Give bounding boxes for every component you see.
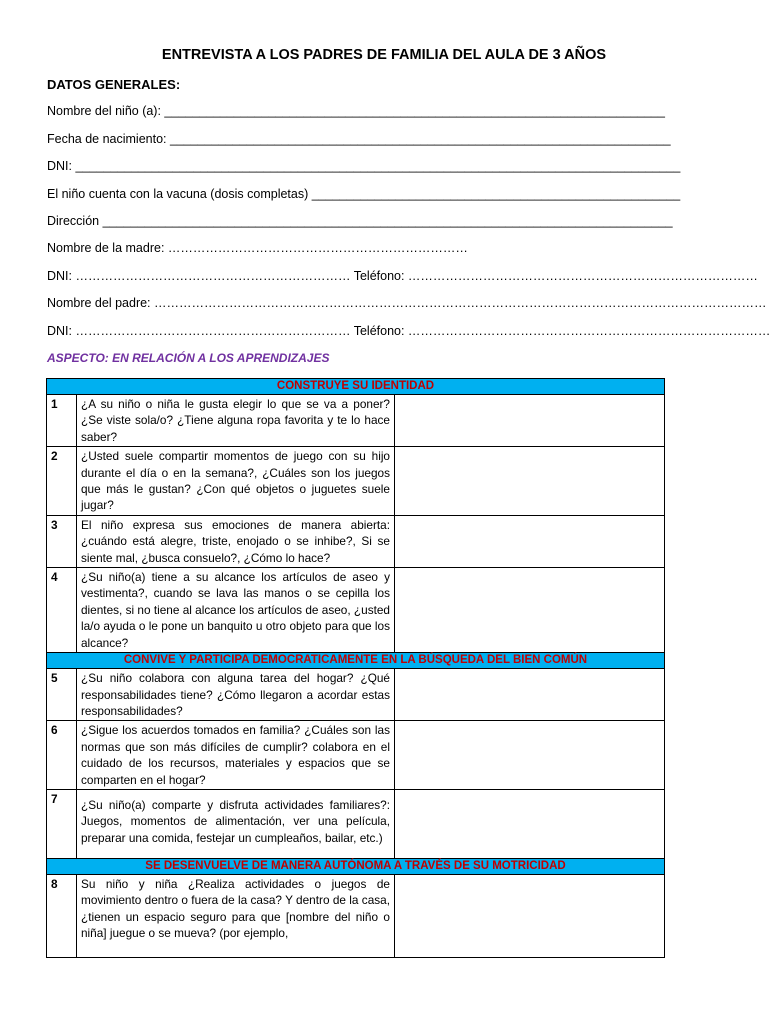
answer-cell[interactable] xyxy=(395,874,665,957)
interview-table xyxy=(46,378,665,958)
field-direccion: Dirección __________________________________________________________________________________ xyxy=(47,214,673,228)
table-row xyxy=(47,515,665,567)
field-dni-telefono-padre: DNI: ………………………………………………………… Teléfono: …………………………………………………………………………… xyxy=(47,324,770,338)
field-dni-nino: DNI: _______________________________________________________________________________________ xyxy=(47,159,681,173)
table-row xyxy=(47,721,665,790)
question-text: El niño expresa sus emociones de manera abierta: ¿cuándo está alegre, triste, enojado o se inhibe?, Si se siente mal, ¿busca consuelo?, ¿Cómo lo hace? xyxy=(77,515,395,567)
section-band xyxy=(47,858,665,874)
table-row xyxy=(47,874,665,957)
table-row xyxy=(47,568,665,653)
section-heading: CONVIVE Y PARTICIPA DEMOCRATICAMENTE EN LA BÚSQUEDA DEL BIEN COMÚN xyxy=(47,653,665,669)
question-text: ¿Su niño(a) tiene a su alcance los artículos de aseo y vestimenta?, cuando se lava las manos o se cepilla los dientes, si no tiene al alcance los artículos de aseo, ¿usted la/o ayuda o le pone un banquito u otro objeto para que los alcance? xyxy=(77,568,395,653)
question-text: ¿Sigue los acuerdos tomados en familia? ¿Cuáles son las normas que son más difíciles de cumplir? colabora en el cuidado de los recursos, materiales y espacios que se comparten en el hogar? xyxy=(77,721,395,790)
question-text: Su niño y niña ¿Realiza actividades o juegos de movimiento dentro o fuera de la casa? Y dentro de la casa, ¿tienen un espacio seguro para que [nombre del niño o niña] juegue o se mueva? (por ejemplo, xyxy=(77,874,395,957)
question-number: 1 xyxy=(47,395,77,447)
section-heading: SE DESENVUELVE DE MANERA AUTÓNOMA A TRAVÉS DE SU MOTRICIDAD xyxy=(47,858,665,874)
section-band xyxy=(47,379,665,395)
section-heading: CONSTRUYE SU IDENTIDAD xyxy=(47,379,665,395)
section-band xyxy=(47,653,665,669)
field-nombre-padre: Nombre del padre: ………………………………………………………………………………………………………………………………… xyxy=(47,296,767,310)
table-row xyxy=(47,395,665,447)
table-row xyxy=(47,447,665,516)
question-number: 8 xyxy=(47,874,77,957)
question-number: 2 xyxy=(47,447,77,516)
page-title: ENTREVISTA A LOS PADRES DE FAMILIA DEL AULA DE 3 AÑOS xyxy=(161,47,607,63)
question-number: 6 xyxy=(47,721,77,790)
field-vacuna: El niño cuenta con la vacuna (dosis completas) _____________________________________________________ xyxy=(47,187,681,201)
question-number: 3 xyxy=(47,515,77,567)
question-text: ¿Su niño colabora con alguna tarea del hogar? ¿Qué responsabilidades tiene? ¿Cómo llegaron a acordar estas responsabilidades? xyxy=(77,669,395,721)
answer-cell[interactable] xyxy=(395,669,665,721)
answer-cell[interactable] xyxy=(395,721,665,790)
answer-cell[interactable] xyxy=(395,395,665,447)
question-number: 4 xyxy=(47,568,77,653)
table-row xyxy=(47,789,665,858)
table-row xyxy=(47,669,665,721)
datos-generales-heading: DATOS GENERALES: xyxy=(47,77,181,92)
question-text: ¿A su niño o niña le gusta elegir lo que se va a poner? ¿Se viste sola/o? ¿Tiene alguna ropa favorita y te lo hace saber? xyxy=(77,395,395,447)
question-number: 5 xyxy=(47,669,77,721)
aspect-heading: ASPECTO: EN RELACIÓN A LOS APRENDIZAJES xyxy=(47,351,330,365)
question-number: 7 xyxy=(47,789,77,858)
answer-cell[interactable] xyxy=(395,515,665,567)
question-text: ¿Usted suele compartir momentos de juego con su hijo durante el día o en la semana?, ¿Cuáles son los juegos que más le gustan? ¿Con qué objetos o juguetes suele jugar? xyxy=(77,447,395,516)
answer-cell[interactable] xyxy=(395,568,665,653)
answer-cell[interactable] xyxy=(395,789,665,858)
question-text: ¿Su niño(a) comparte y disfruta actividades familiares?: Juegos, momentos de alimentación, ver una película, preparar una comida, festejar un cumpleaños, bailar, etc.) xyxy=(77,789,395,858)
answer-cell[interactable] xyxy=(395,447,665,516)
field-nombre-madre: Nombre de la madre: ……………………………………………………………… xyxy=(47,241,468,255)
field-fecha-nacimiento: Fecha de nacimiento: ________________________________________________________________________ xyxy=(47,132,671,146)
field-nombre-nino: Nombre del niño (a): ________________________________________________________________________ xyxy=(47,104,665,118)
field-dni-telefono-madre: DNI: ………………………………………………………… Teléfono: ………………………………………………………………………… xyxy=(47,269,758,283)
